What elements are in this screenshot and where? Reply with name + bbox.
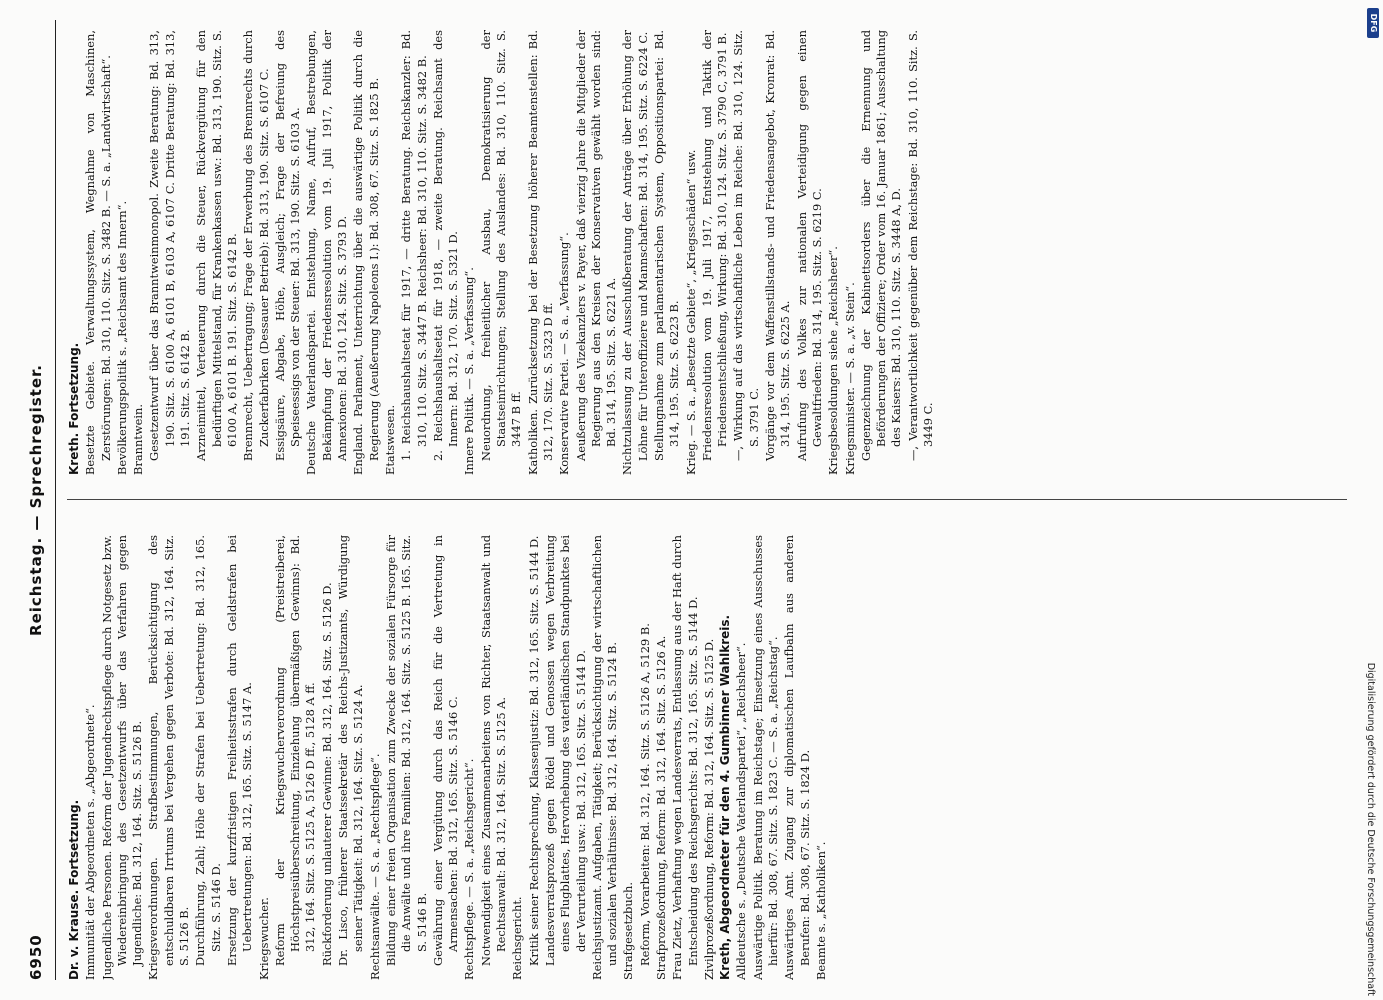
register-entry: Kriegswucher. — [256, 897, 271, 980]
register-entry: Friedensresolution vom 19. Juli 1917, Entstehung und Taktik der Friedensentschließung, Wirkung: Bd. 310, 124. Sitz. S. 3790 C, 3791 B. — [699, 30, 730, 461]
right-column — [67, 30, 1347, 475]
register-entry: Strafgesetzbuch. — [621, 882, 636, 980]
register-entry: Arzneimittel, Verteuerung durch die Steuer, Rückvergütung für den bedürftigen Mittelstand, für Krankenkassen usw.: Bd. 313, 190. Sitz. S. 6100 A, 6101 B. 191. Sitz. S. 6142 B. — [194, 30, 239, 461]
register-entry: Brennrecht, Uebertragung; Frage der Erwerbung des Brennrechts durch Zuckerfabriken (Dessauer Betrieb): Bd. 313, 190. Sitz. S. 6107 C. — [241, 30, 271, 461]
register-entry: Vorgänge vor dem Waffenstillstands- und Friedensangebot, Kronrat: Bd. 314, 195. Sitz. S. 6225 A. — [763, 30, 793, 461]
register-entry: Jugendliche Personen. Reform der Jugendrechtspflege durch Notgesetz bzw. Wiedereinbringung des Gesetzentwurfs über das Verfahren gegen Jugendliche: Bd. 312, 164. Sitz. S. 5126 B. — [99, 535, 145, 980]
register-entry: Beamte s. „Katholiken“. — [813, 841, 828, 980]
register-entry: Branntwein. — [131, 404, 146, 475]
register-entry: Stellungnahme zum parlamentarischen System, Oppositionspartei: Bd. 314, 195. Sitz. S. 6223 B. — [651, 30, 682, 461]
register-entry: Auswärtiges Amt. Zugang zur diplomatischen Laufbahn aus anderen Berufen: Bd. 308, 67. Sitz. S. 1824 D. — [782, 535, 812, 980]
register-entry: Immunität der Abgeordneten s. „Abgeordnete“. — [83, 704, 98, 980]
register-entry: Gewährung einer Vergütung durch das Reich für die Vertretung in Armensachen: Bd. 312, 165. Sitz. S. 5146 C. — [430, 535, 461, 966]
register-entry: Zivilprozeßordnung, Reform: Bd. 312, 164. Sitz. S. 5125 D. — [701, 638, 716, 980]
register-entry: —, Verantwortlichkeit gegenüber dem Reichstage: Bd. 310, 110. Sitz. S. 3449 C. — [905, 30, 936, 461]
page-content — [21, 20, 1361, 980]
register-entry: Aeußerung des Vizekanzlers v. Payer, daß vierzig Jahre die Mitglieder der Regierung aus den Kreisen der Konservativen gewählt worden sind: Bd. 314, 195. Sitz. S. 6221 A. — [573, 30, 619, 461]
register-entry: Aufrufung des Volkes zur nationalen Verteidigung gegen einen Gewaltfrieden: Bd. 314, 195. Sitz. S. 6219 C. — [794, 30, 824, 461]
register-entry: Rechtsanwälte. — S. a. „Rechtspflege“. — [367, 753, 382, 980]
rotated-page — [21, 20, 1361, 980]
register-entry: Frau Zietz, Verhaftung wegen Landesverrats, Entlassung aus der Haft durch Entscheidung des Reichsgerichts: Bd. 312, 165. Sitz. S. 5144 D. — [670, 535, 700, 980]
register-entry: —, Wirkung auf das wirtschaftliche Leben im Reiche: Bd. 310, 124. Sitz. S. 3791 C. — [731, 30, 761, 461]
register-entry: 1. Reichshaushaltsetat für 1917, — dritte Beratung. Reichskanzler: Bd. 310, 110. Sitz. S. 3447 B. Reichsheer: Bd. 310, 110. Sitz. S. 3482 B. — [399, 30, 429, 461]
register-entry: Besetzte Gebiete. Verwaltungssystem, Wegnahme von Maschinen, Zerstörungen: Bd. 310, 110. Sitz. S. 3482 B. — S. a. „Landwirtschaft“. — [83, 30, 113, 475]
page-header — [21, 20, 56, 980]
register-entry: Alldeutsche s. „Deutsche Vaterlandspartei“, „Reichsheer“. — [734, 642, 749, 980]
register-entry: Essigsäure, Abgabe, Höhe, Ausgleich; Frage der Befreiung des Speiseessigs von der Steuer: Bd. 313, 190. Sitz. S. 6103 A. — [272, 30, 303, 461]
column-divider — [67, 499, 1347, 500]
page-title: Reichstag. — Sprechregister. — [27, 364, 45, 636]
register-entry: Katholiken. Zurücksetzung bei der Besetzung höherer Beamtenstellen: Bd. 312, 170. Sitz. S. 5323 D ff. — [525, 30, 555, 475]
register-entry: Bevölkerungspolitik s. „Reichsamt des Innern“. — [114, 200, 129, 475]
register-entry: Landesverratsprozeß gegen Rödel und Genossen wegen Verbreitung eines Flugblattes, Hervorhebung des vaterländischen Standpunktes bei der Verurteilung usw.: Bd. 312, 165. Sitz. S. 5144 D. — [542, 535, 588, 966]
register-entry: Ersetzung der kurzfristigen Freiheitsstrafen durch Geldstrafen bei Uebertretungen: Bd. 312, 165. Sitz. S. 5147 A. — [224, 535, 255, 966]
register-entry: Konservative Partei. — S. a. „Verfassung“. — [557, 232, 572, 475]
register-entry: Etatswesen. — [382, 404, 397, 475]
register-entry: Kritik seiner Rechtsprechung, Klassenjustiz: Bd. 312, 165. Sitz. S. 5144 D. — [526, 535, 541, 966]
register-entry: Gesetzentwurf über das Branntweinmonopol. Zweite Beratung: Bd. 313, 190. Sitz. S. 6100 A, 6101 B, 6103 A, 6107 C. Dritte Beratung: Bd. 313, 191. Sitz. S. 6142 B. — [147, 30, 193, 461]
register-entry: Notwendigkeit eines Zusammenarbeitens von Richter, Staatsanwalt und Rechtsanwalt: Bd. 312, 164. Sitz. S. 5125 A. — [478, 535, 509, 966]
register-entry: Reichsjustizamt. Aufgaben, Tätigkeit; Berücksichtigung der wirtschaftlichen und sozialen Verhältnisse: Bd. 312, 164. Sitz. S. 5124 B. — [589, 535, 620, 980]
register-entry: Reform der Kriegswucherverordnung (Preistreiberei, Höchstpreisüberschreitung, Einziehung übermäßigen Gewinns): Bd. 312, 164. Sitz. S. 5125 A, 5126 D ff., 5128 A ff. — [272, 535, 318, 966]
register-entry: Nichtzulassung zu der Ausschußberatung der Anträge über Erhöhung der Löhne für Unteroffiziere und Mannschaften: Bd. 314, 195. Sitz. S. 6224 C. — [620, 30, 650, 475]
register-entry: Kriegsbesoldungen siehe „Reichsheer“. — [826, 246, 841, 475]
register-entry: Rechtspflege. — S. a. „Reichsgericht“. — [462, 758, 477, 980]
register-heading: Kreth. Fortsetzung. — [67, 342, 81, 475]
register-entry: Reichsgericht. — [510, 896, 525, 980]
register-entry: Bildung einer freien Organisation zum Zwecke der sozialen Fürsorge für die Anwälte und ihre Familien: Bd. 312, 164. Sitz. S. 5125 B. 165. Sitz. S. 5146 B. — [383, 535, 429, 966]
register-entry: Innere Politik. — S. a. „Verfassung“. — [462, 267, 477, 475]
register-entry: Gegenzeichnung der Kabinettsorders über die Ernennung und Beförderungen der Offiziere; Order vom 16. Januar 1861; Ausschaltung des Kaisers: Bd. 310, 110. Sitz. S. 3448 A, D. — [858, 30, 904, 461]
register-entry: Neuordnung, freiheitlicher Ausbau, Demokratisierung der Staatseinrichtungen; Stellung des Auslandes: Bd. 310, 110. Sitz. S. 3447 B ff. — [478, 30, 524, 461]
register-entry: Durchführung, Zahl; Höhe der Strafen bei Uebertretung: Bd. 312, 165. Sitz. S. 5146 D. — [193, 535, 223, 966]
register-entry: England. Parlament, Unterrichtung über die auswärtige Politik durch die Regierung (Aeußerung Napoleons I.): Bd. 308, 67. Sitz. S. 1825 B. — [351, 30, 381, 475]
page-number: 6950 — [27, 934, 45, 980]
register-entry: Krieg. — S. a. „Besetzte Gebiete“, „Kriegsschäden“ usw. — [683, 149, 698, 475]
register-entry: 2. Reichshaushaltsetat für 1918, — zweite Beratung. Reichsamt des Innern: Bd. 312, 170. Sitz. S. 5321 D. — [430, 30, 461, 461]
digitization-credit — [1362, 6, 1378, 994]
register-entry: Strafprozeßordnung, Reform: Bd. 312, 164. Sitz. S. 5126 A. — [653, 635, 668, 980]
register-entry: Reform, Vorarbeiten: Bd. 312, 164. Sitz. S. 5126 A, 5129 B. — [637, 623, 652, 966]
credit-text: Digitalisierung gefördert durch die Deutsche Forschungsgemeinschaft — [1365, 662, 1376, 996]
register-entry: Rückforderung unlauterer Gewinne: Bd. 312, 164. Sitz. S. 5126 D. — [319, 582, 334, 966]
register-entry: Deutsche Vaterlandspartei. Entstehung, Name, Aufruf, Bestrebungen, Bekämpfung der Friedensresolution vom 19. Juli 1917, Politik der Annexionen: Bd. 310, 124. Sitz. S. 3793 D. — [304, 30, 350, 475]
register-entry: Kriegsverordnungen. Strafbestimmungen, Berücksichtigung des entschuldbaren Irrtums bei Vergehen gegen Verbote: Bd. 312, 164. Sitz. S. 5126 B. — [146, 535, 192, 980]
register-entry: Auswärtige Politik. Beratung im Reichstage; Einsetzung eines Ausschusses hierfür: Bd. 308, 67. Sitz. S. 1823 C. — S. a. „Reichstag“. — [750, 535, 781, 980]
register-entry: Kriegsminister. — S. a. „v. Stein“. — [842, 282, 857, 475]
dfg-logo — [1367, 8, 1379, 38]
register-heading: Kreth, Abgeordneter für den 4. Gumbinner Wahlkreis. — [718, 614, 733, 980]
dfg-logo-text: DFG — [1369, 13, 1378, 33]
register-entry: Dr. Lisco, früherer Staatssekretär des Reichs-Justizamts, Würdigung seiner Tätigkeit: Bd. 312, 164. Sitz. S. 5124 A. — [336, 535, 366, 966]
register-heading: Dr. v. Krause. Fortsetzung. — [67, 799, 81, 980]
left-column — [67, 535, 1347, 980]
